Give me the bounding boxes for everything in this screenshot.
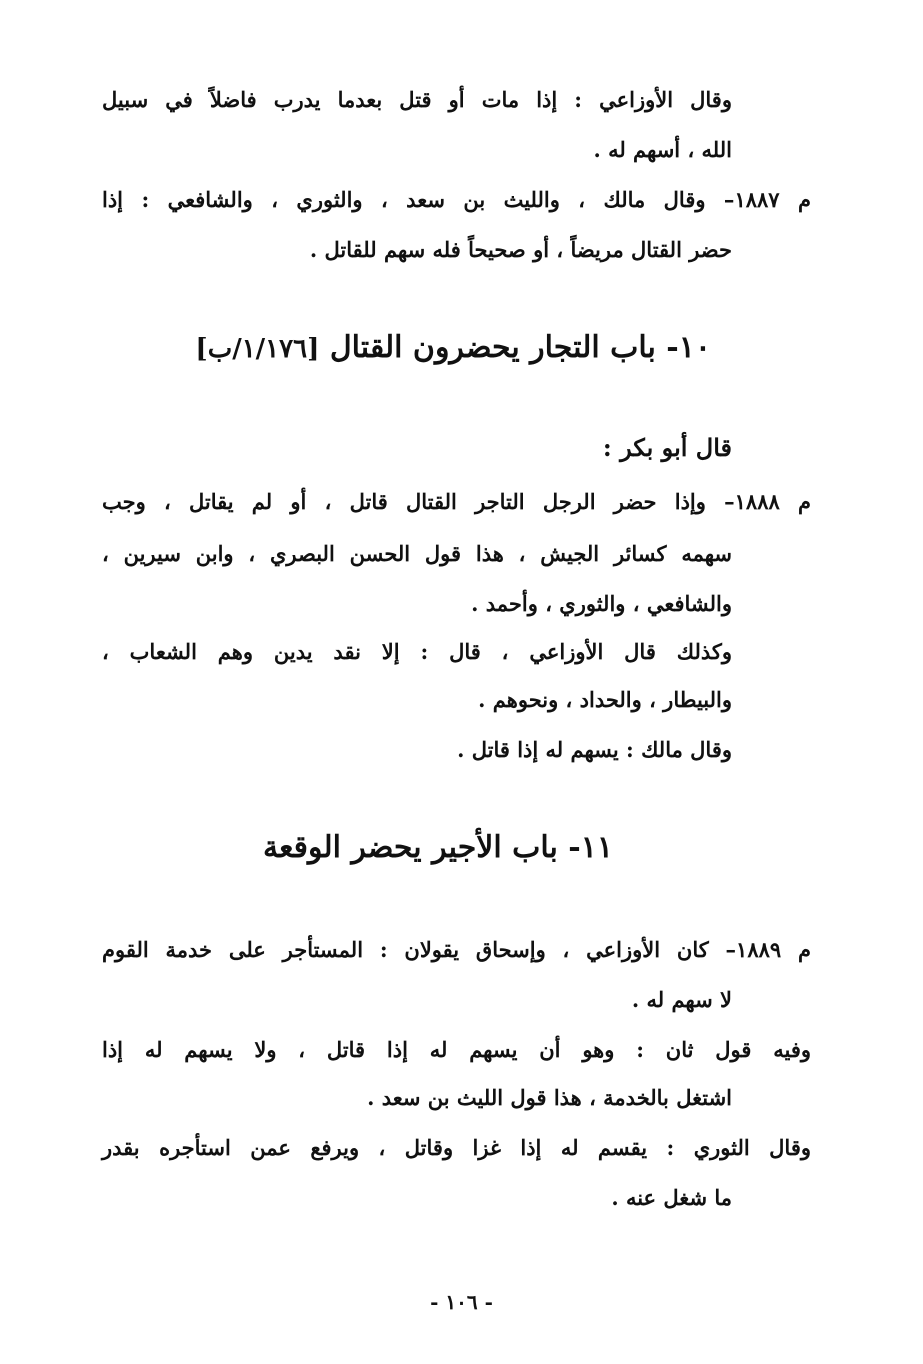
text-line: اشتغل بالخدمة ، هذا قول الليث بن سعد . xyxy=(367,1085,732,1110)
manuscript-folio-ref: [١/١٧٦/ب] xyxy=(195,334,320,364)
abu-bakr-intro: قال أبو بكر : xyxy=(602,433,732,462)
text-line: وقال الأوزاعي : إذا مات أو قتل بعدما يدرب فاضلاً في سبيل xyxy=(102,87,732,112)
text-line: وقال الثوري : يقسم له إذا غزا وقاتل ، ويرفع عمن استأجره بقدر xyxy=(102,1135,811,1160)
text-line: لا سهم له . xyxy=(631,987,732,1012)
text-line: حضر القتال مريضاً ، أو صحيحاً فله سهم للقاتل . xyxy=(309,237,732,262)
section-11-heading: ١١- باب الأجير يحضر الوقعة xyxy=(263,830,613,865)
entry-1889-first-line: م ١٨٨٩– كان الأوزاعي ، وإسحاق يقولان : المستأجر على خدمة القوم xyxy=(102,937,811,962)
text-line: والبيطار ، والحداد ، ونحوهم . xyxy=(478,687,732,712)
page-number: - ١٠٦ - xyxy=(430,1290,493,1314)
section-10-heading xyxy=(195,330,711,365)
section-10-title: ١٠- باب التجار يحضرون القتال xyxy=(329,330,711,365)
text-line: سهمه كسائر الجيش ، هذا قول الحسن البصري ، وابن سيرين ، xyxy=(102,541,732,566)
text-line: الله ، أسهم له . xyxy=(593,137,732,162)
entry-1888-first-line: م ١٨٨٨– وإذا حضر الرجل التاجر القتال قاتل ، أو لم يقاتل ، وجب xyxy=(102,489,811,514)
entry-1887-first-line: م ١٨٨٧– وقال مالك ، والليث بن سعد ، والثوري ، والشافعي : إذا xyxy=(102,187,811,212)
text-line: وفيه قول ثان : وهو أن يسهم له إذا قاتل ، ولا يسهم له إذا xyxy=(102,1037,811,1062)
text-line: وقال مالك : يسهم له إذا قاتل . xyxy=(457,737,732,762)
text-line: وكذلك قال الأوزاعي ، قال : إلا نقد يدين وهم الشعاب ، xyxy=(102,639,732,664)
text-line: والشافعي ، والثوري ، وأحمد . xyxy=(471,591,732,616)
text-line: ما شغل عنه . xyxy=(611,1185,732,1210)
